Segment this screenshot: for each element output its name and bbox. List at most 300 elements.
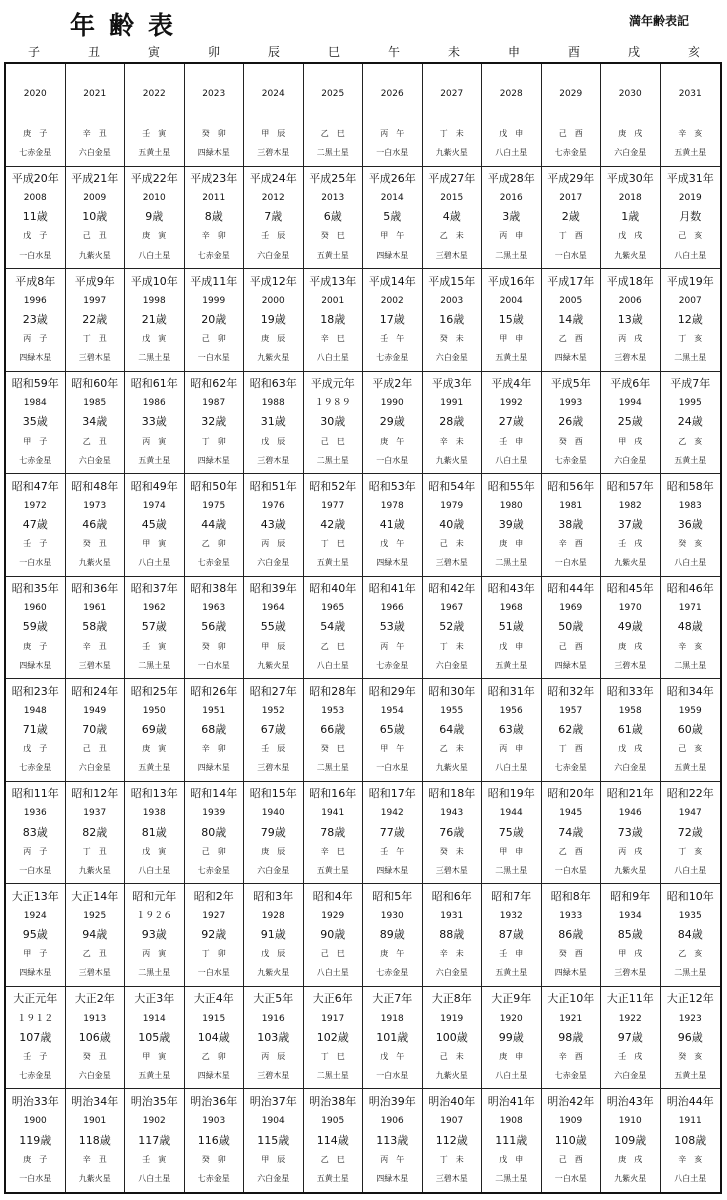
- western-year: 1905: [321, 1116, 345, 1127]
- western-year: 1993: [559, 398, 583, 409]
- age: 22歳: [82, 312, 108, 326]
- eto: 壬 辰: [261, 744, 286, 754]
- age: 11歳: [22, 210, 48, 224]
- japanese-era-year: 平成17年: [547, 274, 595, 288]
- japanese-era-year: 平成29年: [547, 172, 595, 186]
- age-notation-note: 満年齢表記: [628, 14, 689, 28]
- western-year: 1934: [618, 911, 642, 922]
- western-year: 1955: [440, 705, 464, 716]
- table-cell: [66, 1089, 126, 1192]
- western-year: 1981: [559, 500, 583, 511]
- western-year: 1906: [380, 1116, 404, 1127]
- nine-star: 八白土星: [316, 968, 349, 978]
- age: 70歳: [82, 723, 108, 737]
- age: 87歳: [498, 928, 524, 942]
- nine-star: 二黒土星: [316, 763, 349, 773]
- western-year: 1988: [261, 398, 285, 409]
- japanese-era-year: 昭和43年: [487, 582, 535, 596]
- western-year: 2027: [440, 89, 464, 99]
- japanese-era-year: 平成9年: [74, 274, 115, 288]
- table-cell: [244, 167, 304, 270]
- eto: 戊 申: [499, 641, 524, 651]
- western-year: 1924: [23, 911, 47, 922]
- age: 19歳: [260, 312, 286, 326]
- table-cell: [244, 679, 304, 782]
- western-year: 2002: [380, 295, 404, 306]
- age: 44歳: [201, 517, 227, 531]
- japanese-era-year: 昭和57年: [606, 479, 654, 493]
- nine-star: 六白金星: [78, 455, 111, 465]
- nine-star: 九紫火星: [614, 558, 647, 568]
- western-year: 2020: [23, 89, 47, 99]
- nine-star: 七赤金星: [554, 763, 587, 773]
- japanese-era-year: 大正12年: [666, 992, 714, 1006]
- nine-star: 四緑木星: [197, 763, 230, 773]
- eto: 癸 巳: [320, 231, 345, 241]
- table-cell: [363, 884, 423, 987]
- nine-star: 六白金星: [257, 250, 290, 260]
- table-cell: [244, 782, 304, 885]
- western-year: 1917: [321, 1013, 345, 1024]
- table-cell: [6, 1089, 66, 1192]
- western-year: 2012: [261, 193, 285, 204]
- nine-star: 九紫火星: [78, 865, 111, 875]
- table-cell: [363, 474, 423, 577]
- nine-star: 二黒土星: [495, 558, 528, 568]
- age: 84歳: [677, 928, 703, 942]
- table-cell: [185, 167, 245, 270]
- japanese-era-year: 昭和48年: [71, 479, 119, 493]
- age: 107歳: [19, 1030, 52, 1044]
- nine-star: 一白水星: [197, 660, 230, 670]
- table-cell: [601, 782, 661, 885]
- nine-star: 五黄土星: [674, 763, 707, 773]
- age: 90歳: [320, 928, 346, 942]
- age: 96歳: [677, 1030, 703, 1044]
- western-year: 1986: [142, 398, 166, 409]
- zodiac-header-cell: 卯: [207, 45, 220, 59]
- nine-star: 五黄土星: [316, 250, 349, 260]
- table-cell: [542, 269, 602, 372]
- table-cell: [542, 1089, 602, 1192]
- table-cell: [542, 987, 602, 1090]
- nine-star: 七赤金星: [197, 558, 230, 568]
- table-cell: [363, 167, 423, 270]
- age: 18歳: [320, 312, 346, 326]
- age: 41歳: [379, 517, 405, 531]
- western-year: 2010: [142, 193, 166, 204]
- western-year: 2018: [618, 193, 642, 204]
- age: 74歳: [558, 825, 584, 839]
- eto: 乙 卯: [201, 1051, 226, 1061]
- western-year: 1957: [559, 705, 583, 716]
- age: 119歳: [19, 1133, 52, 1147]
- western-year: 2023: [202, 89, 226, 99]
- table-cell: [304, 372, 364, 475]
- nine-star: 四緑木星: [19, 968, 52, 978]
- age: 29歳: [379, 415, 405, 429]
- age: 80歳: [201, 825, 227, 839]
- nine-star: 二黒土星: [138, 353, 171, 363]
- age: 13歳: [617, 312, 643, 326]
- western-year: 2004: [499, 295, 523, 306]
- table-cell: [125, 987, 185, 1090]
- western-year: 1960: [23, 603, 47, 614]
- table-cell: [125, 372, 185, 475]
- western-year: 1939: [202, 808, 226, 819]
- table-cell: [304, 1089, 364, 1192]
- table-cell: [244, 474, 304, 577]
- western-year: 1967: [440, 603, 464, 614]
- western-year: 1972: [23, 500, 47, 511]
- western-year: 2017: [559, 193, 583, 204]
- eto: 丙 戌: [618, 846, 643, 856]
- age: 7歳: [264, 210, 283, 224]
- japanese-era-year: 昭和6年: [431, 889, 472, 903]
- age: 1歳: [621, 210, 640, 224]
- nine-star: 四緑木星: [554, 660, 587, 670]
- eto: 甲 辰: [261, 128, 286, 138]
- table-cell: [601, 167, 661, 270]
- nine-star: 八白土星: [138, 250, 171, 260]
- eto: 乙 未: [439, 231, 464, 241]
- table-cell: [185, 64, 245, 167]
- eto: 癸 未: [439, 333, 464, 343]
- japanese-era-year: 大正2年: [74, 992, 115, 1006]
- age: 36歳: [677, 517, 703, 531]
- eto: 乙 巳: [320, 128, 345, 138]
- japanese-era-year: 平成2年: [372, 377, 413, 391]
- western-year: 1953: [321, 705, 345, 716]
- japanese-era-year: 昭和12年: [71, 787, 119, 801]
- nine-star: 八白土星: [674, 250, 707, 260]
- japanese-era-year: 昭和13年: [130, 787, 178, 801]
- japanese-era-year: 昭和9年: [610, 889, 651, 903]
- table-cell: [661, 1089, 721, 1192]
- nine-star: 一白水星: [554, 1174, 587, 1184]
- eto: 壬 申: [499, 436, 524, 446]
- nine-star: 六白金星: [257, 1174, 290, 1184]
- japanese-era-year: 昭和54年: [428, 479, 476, 493]
- western-year: 2022: [142, 89, 166, 99]
- western-year: 2025: [321, 89, 345, 99]
- western-year: 2001: [321, 295, 345, 306]
- zodiac-header-cell: 子: [27, 45, 40, 59]
- table-cell: [601, 269, 661, 372]
- nine-star: 九紫火星: [614, 1174, 647, 1184]
- table-cell: [244, 577, 304, 680]
- western-year: 2030: [618, 89, 642, 99]
- age: 23歳: [22, 312, 48, 326]
- nine-star: 二黒土星: [316, 1070, 349, 1080]
- japanese-era-year: 昭和59年: [11, 377, 59, 391]
- table-cell: [423, 884, 483, 987]
- western-year: 1961: [83, 603, 107, 614]
- nine-star: 四緑木星: [376, 1174, 409, 1184]
- age: 117歳: [138, 1133, 171, 1147]
- eto: 壬 子: [23, 1051, 48, 1061]
- age: 17歳: [379, 312, 405, 326]
- japanese-era-year: 平成21年: [71, 172, 119, 186]
- nine-star: 七赤金星: [19, 455, 52, 465]
- eto: 庚 寅: [142, 744, 167, 754]
- western-year: 1946: [618, 808, 642, 819]
- japanese-era-year: 昭和19年: [487, 787, 535, 801]
- western-year: 1937: [83, 808, 107, 819]
- western-year: 1978: [380, 500, 404, 511]
- table-cell: [125, 167, 185, 270]
- japanese-era-year: 大正11年: [606, 992, 654, 1006]
- nine-star: 一白水星: [197, 968, 230, 978]
- japanese-era-year: 昭和7年: [491, 889, 532, 903]
- eto: 戊 寅: [142, 846, 167, 856]
- eto: 辛 卯: [201, 744, 226, 754]
- nine-star: 五黄土星: [316, 558, 349, 568]
- japanese-era-year: 平成5年: [550, 377, 591, 391]
- nine-star: 一白水星: [19, 250, 52, 260]
- age: 104歳: [197, 1030, 230, 1044]
- nine-star: 五黄土星: [316, 865, 349, 875]
- table-cell: [244, 372, 304, 475]
- eto: 丁 亥: [678, 846, 703, 856]
- western-year: 1958: [618, 705, 642, 716]
- nine-star: 九紫火星: [257, 660, 290, 670]
- table-cell: [482, 987, 542, 1090]
- japanese-era-year: 昭和30年: [428, 684, 476, 698]
- table-cell: [423, 372, 483, 475]
- western-year: １９１２: [17, 1013, 54, 1024]
- age: 46歳: [82, 517, 108, 531]
- japanese-era-year: 平成27年: [428, 172, 476, 186]
- table-cell: [304, 577, 364, 680]
- table-cell: [363, 679, 423, 782]
- eto: 丁 未: [439, 641, 464, 651]
- western-year: 1922: [618, 1013, 642, 1024]
- japanese-era-year: 平成10年: [130, 274, 178, 288]
- age: 98歳: [558, 1030, 584, 1044]
- table-cell: [601, 1089, 661, 1192]
- eto: 己 巳: [320, 949, 345, 959]
- eto: 甲 辰: [261, 641, 286, 651]
- age: 60歳: [677, 723, 703, 737]
- eto: 己 丑: [82, 231, 107, 241]
- eto: 丙 寅: [142, 436, 167, 446]
- nine-star: 四緑木星: [197, 1070, 230, 1080]
- table-cell: [244, 987, 304, 1090]
- age: 6歳: [323, 210, 342, 224]
- japanese-era-year: 大正13年: [11, 889, 59, 903]
- age: 48歳: [677, 620, 703, 634]
- eto: 丁 未: [439, 1154, 464, 1164]
- nine-star: 八白土星: [674, 1174, 707, 1184]
- age: 37歳: [617, 517, 643, 531]
- eto: 癸 酉: [558, 949, 583, 959]
- table-cell: [542, 474, 602, 577]
- nine-star: 七赤金星: [554, 1070, 587, 1080]
- age: 105歳: [138, 1030, 171, 1044]
- japanese-era-year: 平成18年: [606, 274, 654, 288]
- western-year: 1998: [142, 295, 166, 306]
- age: 56歳: [201, 620, 227, 634]
- eto: 甲 子: [23, 436, 48, 446]
- age: 14歳: [558, 312, 584, 326]
- japanese-era-year: 平成6年: [610, 377, 651, 391]
- eto: 戊 子: [23, 231, 48, 241]
- table-cell: [661, 167, 721, 270]
- zodiac-header-cell: 酉: [567, 45, 580, 59]
- nine-star: 九紫火星: [435, 1070, 468, 1080]
- western-year: １９２６: [136, 911, 173, 922]
- western-year: 1916: [261, 1013, 285, 1024]
- table-cell: [482, 474, 542, 577]
- eto: 癸 卯: [201, 1154, 226, 1164]
- table-cell: [185, 577, 245, 680]
- eto: 己 卯: [201, 846, 226, 856]
- japanese-era-year: 昭和26年: [190, 684, 238, 698]
- japanese-era-year: 昭和4年: [312, 889, 353, 903]
- nine-star: 二黒土星: [674, 968, 707, 978]
- age: 16歳: [439, 312, 465, 326]
- japanese-era-year: 平成7年: [670, 377, 711, 391]
- western-year: 1991: [440, 398, 464, 409]
- eto: 壬 午: [380, 333, 405, 343]
- zodiac-header-cell: 巳: [327, 45, 340, 59]
- age: 106歳: [78, 1030, 111, 1044]
- eto: 己 未: [439, 539, 464, 549]
- age: 64歳: [439, 723, 465, 737]
- table-cell: [661, 884, 721, 987]
- western-year: 1999: [202, 295, 226, 306]
- western-year: 1949: [83, 705, 107, 716]
- eto: 丁 酉: [558, 744, 583, 754]
- nine-star: 二黒土星: [138, 660, 171, 670]
- japanese-era-year: 昭和8年: [550, 889, 591, 903]
- eto: 丁 酉: [558, 231, 583, 241]
- japanese-era-year: 大正9年: [491, 992, 532, 1006]
- eto: 己 未: [439, 1051, 464, 1061]
- nine-star: 九紫火星: [257, 353, 290, 363]
- western-year: 2008: [23, 193, 47, 204]
- age: 34歳: [82, 415, 108, 429]
- eto: 乙 丑: [82, 949, 107, 959]
- western-year: 1909: [559, 1116, 583, 1127]
- eto: 乙 未: [439, 744, 464, 754]
- age: 118歳: [78, 1133, 111, 1147]
- nine-star: 三碧木星: [435, 558, 468, 568]
- table-cell: [185, 679, 245, 782]
- japanese-era-year: 昭和33年: [606, 684, 654, 698]
- age: 26歳: [558, 415, 584, 429]
- japanese-era-year: 明治33年: [11, 1095, 59, 1109]
- japanese-era-year: 明治39年: [368, 1095, 416, 1109]
- japanese-era-year: 平成28年: [487, 172, 535, 186]
- age: 32歳: [201, 415, 227, 429]
- eto: 己 亥: [678, 231, 703, 241]
- japanese-era-year: 昭和28年: [309, 684, 357, 698]
- age: 111歳: [495, 1133, 528, 1147]
- table-cell: [185, 372, 245, 475]
- eto: 庚 午: [380, 949, 405, 959]
- nine-star: 三碧木星: [78, 660, 111, 670]
- japanese-era-year: 平成14年: [368, 274, 416, 288]
- japanese-era-year: 明治43年: [606, 1095, 654, 1109]
- nine-star: 五黄土星: [495, 968, 528, 978]
- age: 114歳: [316, 1133, 349, 1147]
- nine-star: 一白水星: [554, 558, 587, 568]
- western-year: 2021: [83, 89, 107, 99]
- western-year: 1927: [202, 911, 226, 922]
- nine-star: 七赤金星: [19, 763, 52, 773]
- table-cell: [661, 679, 721, 782]
- age: 42歳: [320, 517, 346, 531]
- nine-star: 六白金星: [614, 1070, 647, 1080]
- western-year: 1975: [202, 500, 226, 511]
- western-year: 2005: [559, 295, 583, 306]
- eto: 戊 申: [499, 128, 524, 138]
- eto: 庚 戌: [618, 1154, 643, 1164]
- age: 43歳: [260, 517, 286, 531]
- eto: 壬 寅: [142, 1154, 167, 1164]
- eto: 辛 巳: [320, 333, 345, 343]
- table-cell: [304, 679, 364, 782]
- table-cell: [6, 269, 66, 372]
- table-cell: [185, 269, 245, 372]
- nine-star: 七赤金星: [376, 353, 409, 363]
- age: 67歳: [260, 723, 286, 737]
- table-cell: [66, 167, 126, 270]
- japanese-era-year: 昭和39年: [249, 582, 297, 596]
- western-year: 1968: [499, 603, 523, 614]
- table-cell: [304, 269, 364, 372]
- table-cell: [185, 1089, 245, 1192]
- table-cell: [601, 64, 661, 167]
- western-year: 2007: [678, 295, 702, 306]
- age: 92歳: [201, 928, 227, 942]
- western-year: 1911: [678, 1116, 702, 1127]
- western-year: 1990: [380, 398, 404, 409]
- table-cell: [6, 64, 66, 167]
- japanese-era-year: 昭和18年: [428, 787, 476, 801]
- age: 77歳: [379, 825, 405, 839]
- age: 8歳: [204, 210, 223, 224]
- eto: 戊 申: [499, 1154, 524, 1164]
- age: 25歳: [617, 415, 643, 429]
- japanese-era-year: 大正4年: [193, 992, 234, 1006]
- age: 63歳: [498, 723, 524, 737]
- eto: 丙 午: [380, 641, 405, 651]
- japanese-era-year: 昭和49年: [130, 479, 178, 493]
- japanese-era-year: 昭和61年: [130, 377, 178, 391]
- zodiac-header-cell: 寅: [147, 45, 160, 59]
- nine-star: 六白金星: [435, 660, 468, 670]
- eto: 甲 申: [499, 333, 524, 343]
- japanese-era-year: 昭和50年: [190, 479, 238, 493]
- western-year: 1931: [440, 911, 464, 922]
- nine-star: 九紫火星: [435, 147, 468, 157]
- page-title: 年齢表: [70, 11, 188, 40]
- japanese-era-year: 昭和58年: [666, 479, 714, 493]
- western-year: 1932: [499, 911, 523, 922]
- western-year: 2013: [321, 193, 345, 204]
- eto: 丁 未: [439, 128, 464, 138]
- nine-star: 四緑木星: [376, 865, 409, 875]
- table-cell: [6, 167, 66, 270]
- western-year: 1979: [440, 500, 464, 511]
- japanese-era-year: 昭和53年: [368, 479, 416, 493]
- western-year: 1921: [559, 1013, 583, 1024]
- age: 5歳: [383, 210, 402, 224]
- table-cell: [304, 884, 364, 987]
